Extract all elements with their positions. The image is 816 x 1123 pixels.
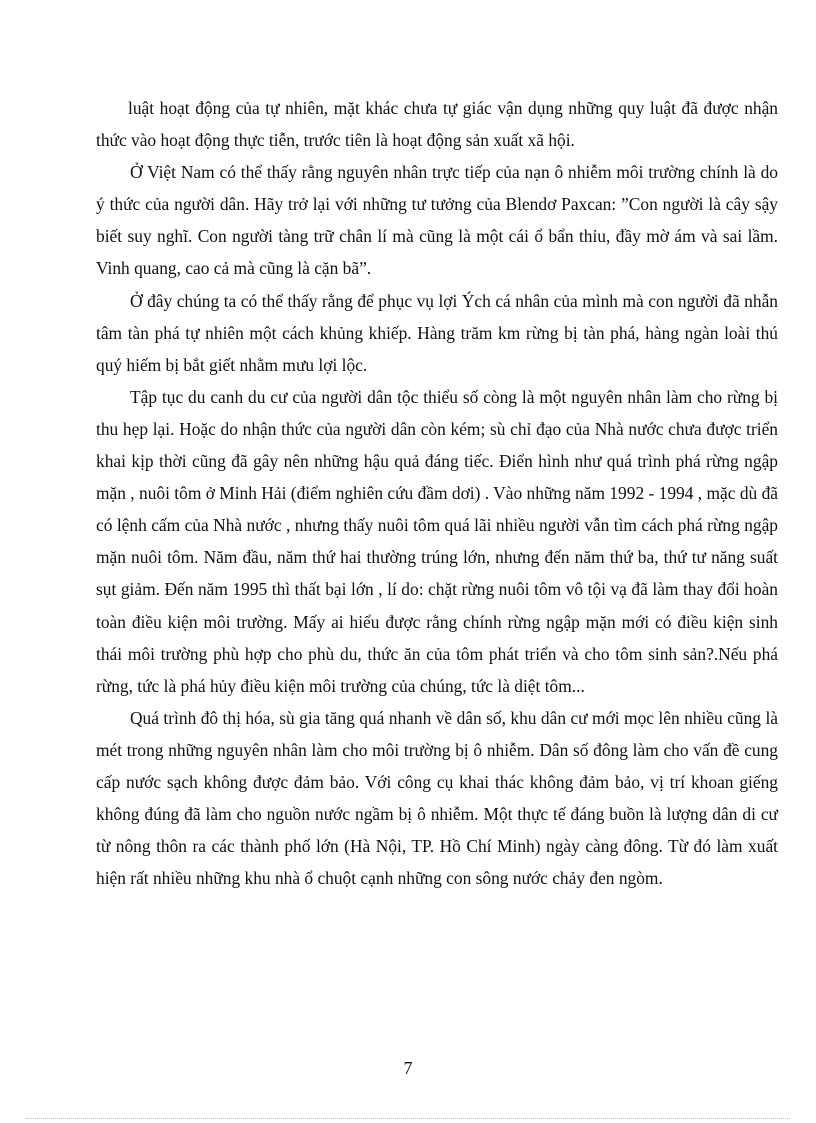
paragraph-1: luật hoạt động của tự nhiên, mặt khác chưa tự giác vận dụng những quy luật đã được nhận thức vào hoạt động thực tiễn, trước tiên là hoạt động sản xuất xã hội. — [96, 98, 778, 151]
paragraph-4: Tập tục du canh du cư của người dân tộc thiểu số còng là một nguyên nhân làm cho rừng bị thu hẹp lại. Hoặc do nhận thức của người dân còn kém; sù chỉ đạo của Nhà nước chưa được triển khai kịp thời cũng đã gây nên những hậu quả đáng tiếc. Điển hình như quá trình phá rừng ngập mặn , nuôi tôm ở Minh Hải (điểm nghiên cứu đầm dơi) . Vào những năm 1992 - 1994 , mặc dù đã có lệnh cấm của Nhà nước , nhưng thấy nuôi tôm quá lãi nhiều người vẫn tìm cách phá rừng ngập mặn nuôi tôm. Năm đầu, năm thứ hai thường trúng lớn, nhưng đến năm thứ ba, thứ tư năng suất sụt giảm. Đến năm 1995 thì thất bại lớn , lí do: chặt rừng nuôi tôm vô tội vạ đã làm thay đổi hoàn toàn điều kiện môi trường. Mấy ai hiểu được rằng chính rừng ngập mặn mới có điều kiện sinh thái môi trường phù hợp cho phù du, thức ăn của tôm phát triển và cho tôm sinh sản?.Nếu phá rừng, tức là phá hủy điều kiện môi trường của chúng, tức là diệt tôm... — [96, 386, 778, 696]
paragraph-5: Quá trình đô thị hóa, sù gia tăng quá nhanh về dân số, khu dân cư mới mọc lên nhiều cũng là mét trong những nguyên nhân làm cho môi trường bị ô nhiễm. Dân số đông làm cho vấn đề cung cấp nước sạch không được đảm bảo. Với công cụ khai thác không đảm bảo, vị trí khoan giếng không đúng đã làm cho nguồn nước ngầm bị ô nhiễm. Một thực tế đáng buồn là lượng dân di cư từ nông thôn ra các thành phố lớn (Hà Nội, TP. Hồ Chí Minh) ngày càng đông. Từ đó làm xuất hiện rất nhiều những khu nhà ổ chuột cạnh những con sông nước chảy đen ngòm. — [96, 707, 778, 889]
paragraph-3: Ở đây chúng ta có thể thấy rằng để phục vụ lợi Ých cá nhân của mình mà con người đã nhẫn tâm tàn phá tự nhiên một cách khủng khiếp. Hàng trăm km rừng bị tàn phá, hàng ngàn loài thú quý hiếm bị bắt giết nhằm mưu lợi lộc. — [96, 290, 778, 375]
paragraph-2: Ở Việt Nam có thể thấy rằng nguyên nhân trực tiếp của nạn ô nhiễm môi trường chính là do ý thức của người dân. Hãy trở lại với những tư tưởng của Blendơ Paxcan: ”Con người là cây sậy biết suy nghĩ. Con người tàng trữ chân lí mà cũng là một cái ổ bẩn thỉu, đầy mờ ám và sai lầm. Vinh quang, cao cả mà cũng là cặn bã”. — [96, 162, 778, 279]
page-number: 7 — [403, 1058, 413, 1078]
page-bottom-rule — [26, 1118, 790, 1119]
body-text — [96, 92, 778, 894]
